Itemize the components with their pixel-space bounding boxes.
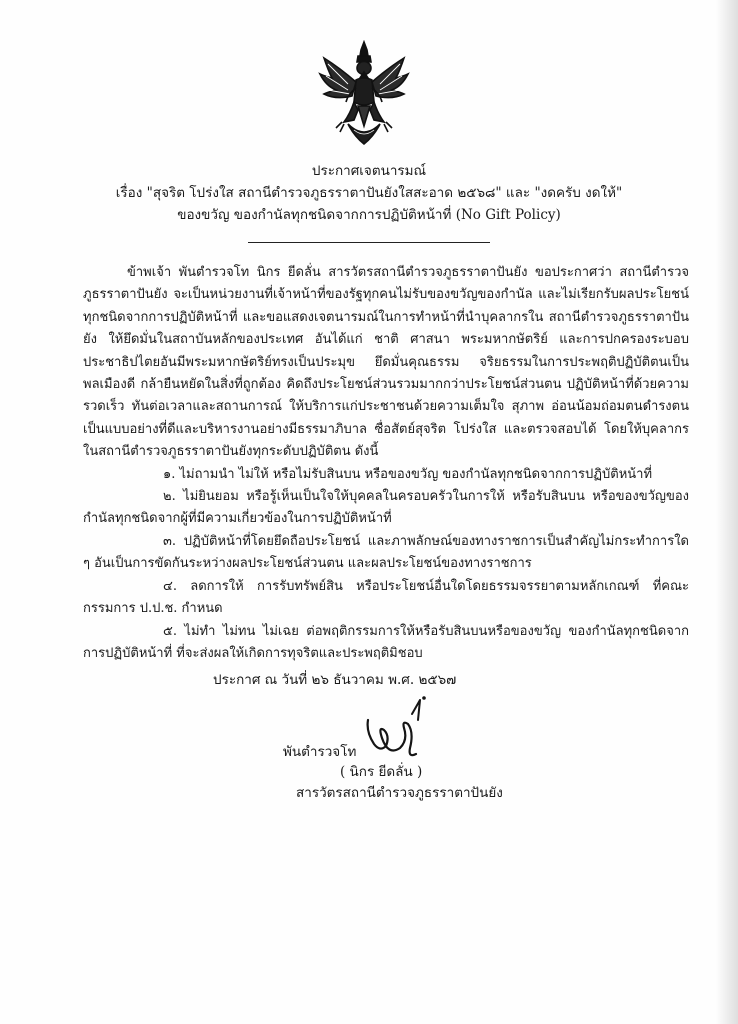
subject-line-2: ของขวัญ ของกำนัลทุกชนิดจากการปฏิบัติหน้าที่ (No Gift Policy) (177, 207, 561, 223)
title-divider (248, 242, 490, 243)
subject-line-1: เรื่อง "สุจริต โปร่งใส สถานีตำรวจภูธรราตาปันยังใสสะอาด ๒๕๖๘" และ "งดครับ งดให้" (115, 185, 623, 201)
body-text (83, 262, 689, 665)
list-item: ๒. ไม่ยินยอม หรือรู้เห็นเป็นใจให้บุคคลในครอบครัวในการให้ หรือรับสินบน หรือของขวัญของ กำนัลทุกชนิดจากผู้ที่มีความเกี่ยวข้องในการปฏิบัติหน้าที่ (83, 489, 689, 527)
list-item: ๔. ลดการให้ การรับทรัพย์สิน หรือประโยชน์อื่นใดโดยธรรมจรรยาตามหลักเกณฑ์ ที่คณะกรรมการ ป.ป.ช. กำหนด (83, 578, 689, 617)
list-item: ๓. ปฏิบัติหน้าที่โดยยึดถือประโยชน์ และภาพลักษณ์ของทางราชการเป็นสำคัญไม่กระทำการใด ๆ อันเป็นการขัดกันระหว่างผลประโยชน์ส่วนตน และผลประโยชน์ของทางราชการ (83, 533, 689, 572)
signer-position: สารวัตรสถานีตำรวจภูธรราตาปันยัง (296, 785, 503, 801)
document-title: ประกาศเจตนารมณ์ (311, 163, 427, 179)
signer-name: ( นิกร ยีดลั่น ) (340, 764, 423, 780)
signer-rank: พันตำรวจโท (283, 744, 357, 760)
intro-paragraph: ข้าพเจ้า พันตำรวจโท นิกร ยีดลั่น สารวัตรสถานีตำรวจภูธรราตาปันยัง ขอประกาศว่า สถานีตำรวจภูธรราตาปันยัง จะเป็นหน่วยงานที่เจ้าหน้าที่ของรัฐทุกคนไม่รับของขวัญของกำนัล และไม่เรียกรับผลประโยชน์ทุกชนิดจากการปฏิบัติหน้าที่ และขอแสดงเจตนารมณ์ในการทำหน้าที่นำบุคลากรใน สถานีตำรวจภูธรราตาปันยัง ให้ยึดมั่นในสถาบันหลักของประเทศ อันได้แก่ ชาติ ศาสนา พระมหากษัตริย์ และการปกครองระบอบประชาธิปไตยอันมีพระมหากษัตริย์ทรงเป็นประมุข ยึดมั่นคุณธรรม จริยธรรมในการประพฤติปฏิบัติตนเป็นพลเมืองดี กล้ายืนหยัดในสิ่งที่ถูกต้อง คิดถึงประโยชน์ส่วนรวมมากกว่าประโยชน์ส่วนตน ปฏิบัติหน้าที่ด้วยความรวดเร็ว ทันต่อเวลาและสถานการณ์ ให้บริการแก่ประชาชนด้วยความเต็มใจ สุภาพ อ่อนน้อมถ่อมตนดำรงตนเป็นแบบอย่างที่ดีและบริหารงานอย่างมีธรรมาภิบาล ซื่อสัตย์สุจริต โปร่งใส และตรวจสอบได้ โดยให้บุคลากรในสถานีตำรวจภูธรราตาปันยังทุกระดับปฏิบัติตน ดังนี้ (83, 265, 689, 460)
list-item: ๕. ไม่ทำ ไม่ทน ไม่เฉย ต่อพฤติกรรมการให้หรือรับสินบนหรือของขวัญ ของกำนัลทุกชนิดจาก การปฏิบัติหน้าที่ ที่จะส่งผลให้เกิดการทุจริตและประพฤติมิชอบ (83, 623, 689, 661)
announcement-date: ประกาศ ณ วันที่ ๒๖ ธันวาคม พ.ศ. ๒๕๖๗ (213, 672, 457, 688)
list-item: ๑. ไม่ถามนำ ไม่ให้ หรือไม่รับสินบน หรือของขวัญ ของกำนัลทุกชนิดจากการปฏิบัติหน้าที่ (163, 466, 653, 482)
handwritten-signature (360, 690, 450, 770)
garuda-emblem-icon (318, 40, 410, 152)
heading-block (0, 160, 738, 226)
page-edge-shadow (716, 0, 738, 1024)
